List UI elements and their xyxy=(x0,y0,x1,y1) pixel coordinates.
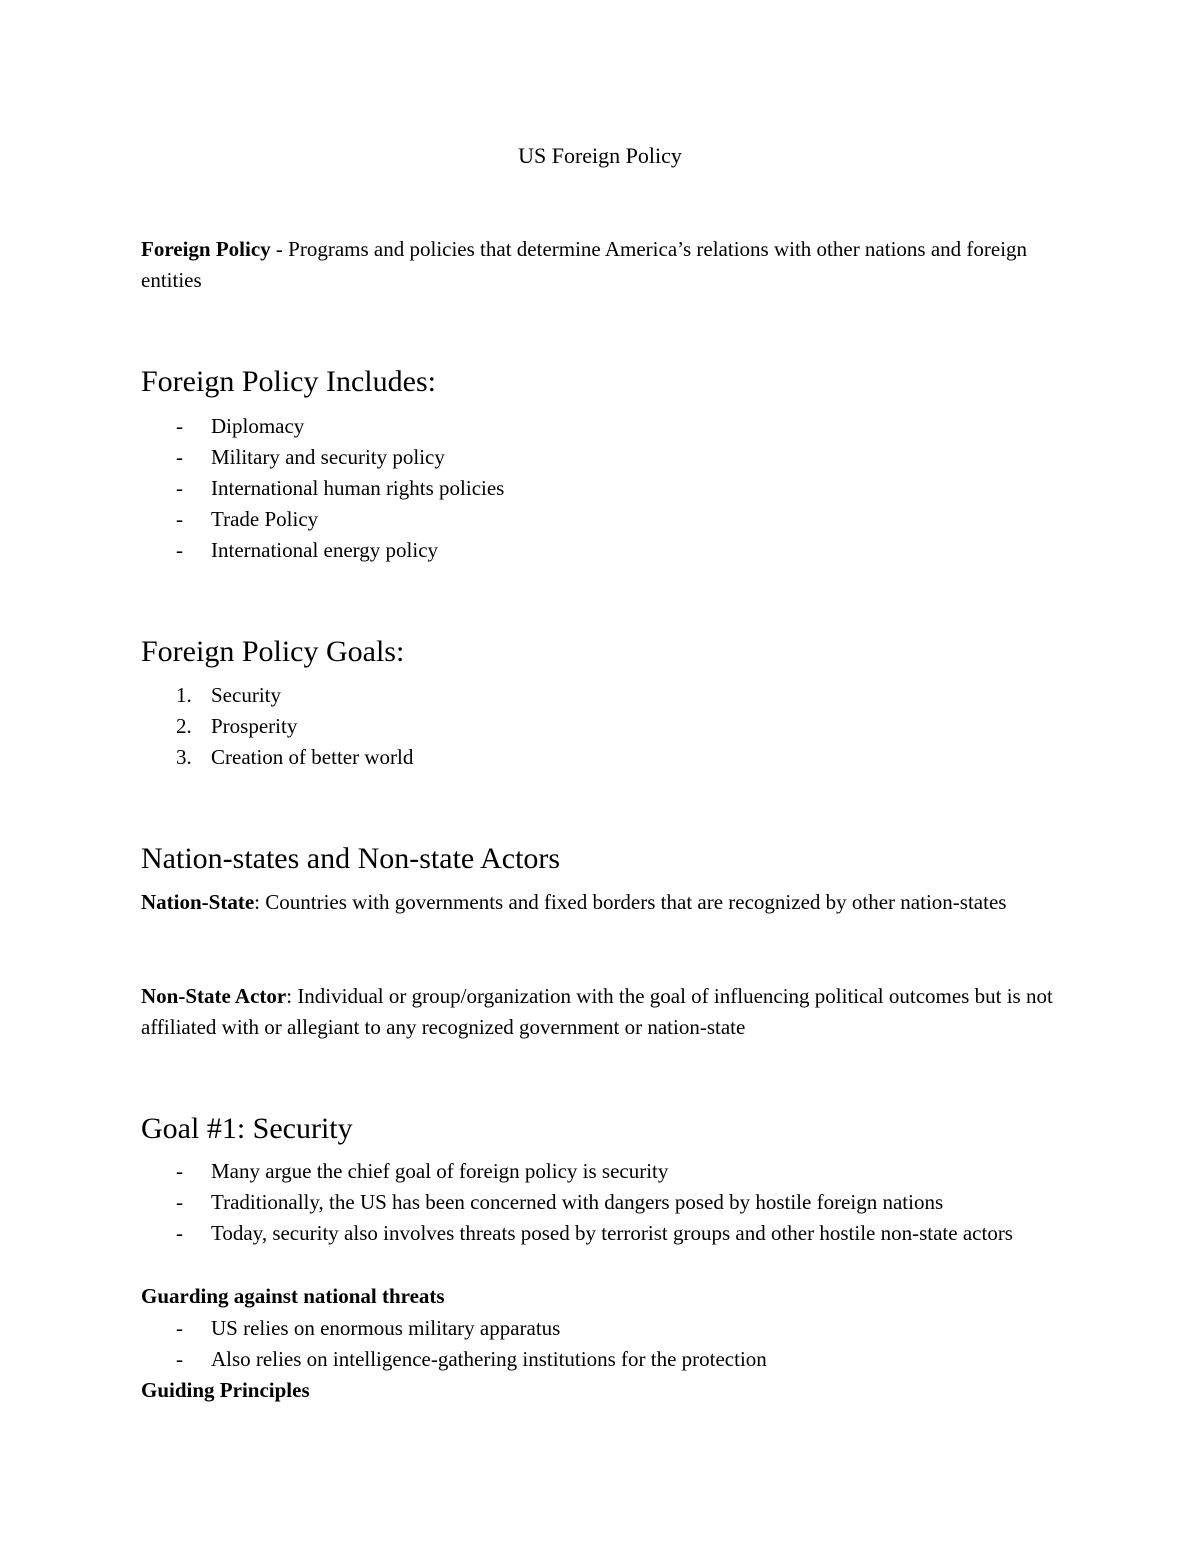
list-item: 1. Security xyxy=(141,680,1061,711)
goals-list xyxy=(141,680,1061,773)
nation-state-definition: Nation-State: Countries with governments and fixed borders that are recognized by other nation-states xyxy=(141,890,1007,914)
non-state-definition: Non-State Actor: Individual or group/organization with the goal of influencing political outcomes but is not affiliated with or allegiant to any recognized government or nation-state xyxy=(141,984,1053,1039)
list-item: - Also relies on intelligence-gathering institutions for the protection xyxy=(141,1344,1061,1375)
list-item: 2. Prosperity xyxy=(141,711,1061,742)
number-marker: 1. xyxy=(176,683,192,707)
threats-subheading: Guarding against national threats xyxy=(141,1284,445,1308)
dash-marker: - xyxy=(176,507,183,531)
number-marker: 2. xyxy=(176,714,192,738)
principles-subheading: Guiding Principles xyxy=(141,1378,310,1402)
includes-heading: Foreign Policy Includes: xyxy=(141,365,436,398)
document-title: US Foreign Policy xyxy=(518,143,682,168)
list-item: - Traditionally, the US has been concerned with dangers posed by hostile foreign nations xyxy=(141,1187,1061,1218)
dash-marker: - xyxy=(176,414,183,438)
definition-text: Programs and policies that determine America’s relations with other nations and foreign entities xyxy=(141,237,1028,292)
foreign-policy-definition xyxy=(141,234,1061,296)
security-heading: Goal #1: Security xyxy=(141,1112,353,1145)
number-marker: 3. xyxy=(176,745,192,769)
dash-marker: - xyxy=(176,1347,183,1371)
non-state-term: Non-State Actor xyxy=(141,984,287,1008)
nation-state-text: Countries with governments and fixed borders that are recognized by other nation-states xyxy=(265,890,1007,914)
definition-separator: - xyxy=(270,237,289,261)
threats-list xyxy=(141,1313,1061,1375)
definition-term: Foreign Policy xyxy=(141,237,271,261)
list-item: - International human rights policies xyxy=(141,473,1061,504)
list-item: - Today, security also involves threats posed by terrorist groups and other hostile non-state actors xyxy=(141,1218,1061,1249)
dash-marker: - xyxy=(176,1159,183,1183)
list-item: - Diplomacy xyxy=(141,411,1061,442)
actors-heading: Nation-states and Non-state Actors xyxy=(141,842,561,875)
dash-marker: - xyxy=(176,1221,183,1245)
list-item: - Military and security policy xyxy=(141,442,1061,473)
goals-heading: Foreign Policy Goals: xyxy=(141,635,405,668)
list-item: 3. Creation of better world xyxy=(141,742,1061,773)
security-list xyxy=(141,1156,1061,1249)
dash-marker: - xyxy=(176,1190,183,1214)
non-state-text: Individual or group/organization with the goal of influencing political outcomes but is not affiliated with or allegiant to any recognized government or nation-state xyxy=(141,984,1053,1039)
dash-marker: - xyxy=(176,476,183,500)
list-item: - Trade Policy xyxy=(141,504,1061,535)
list-item: - International energy policy xyxy=(141,535,1061,566)
includes-list xyxy=(141,411,1061,566)
dash-marker: - xyxy=(176,445,183,469)
dash-marker: - xyxy=(176,1316,183,1340)
list-item: - US relies on enormous military apparatus xyxy=(141,1313,1061,1344)
list-item: - Many argue the chief goal of foreign policy is security xyxy=(141,1156,1061,1187)
dash-marker: - xyxy=(176,538,183,562)
nation-state-term: Nation-State xyxy=(141,890,255,914)
